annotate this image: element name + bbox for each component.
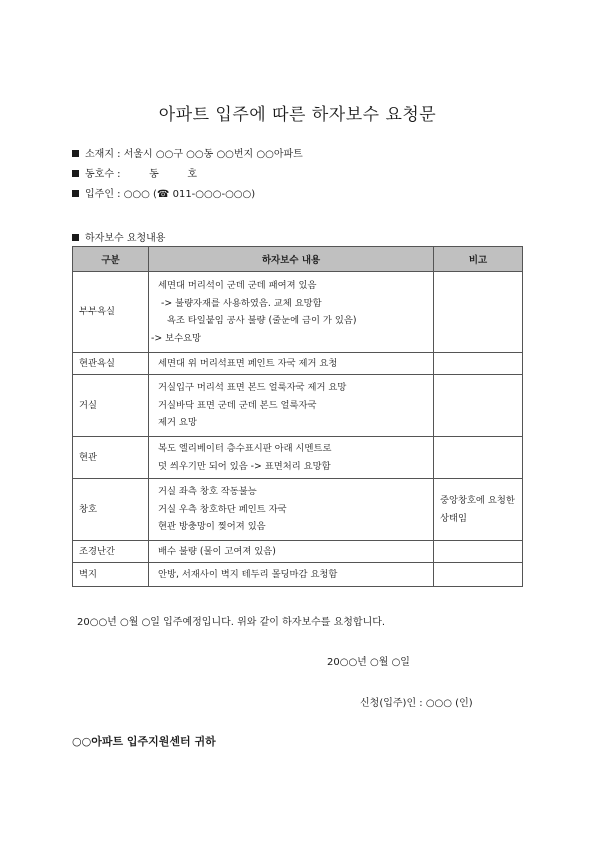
content-line: 제거 요망 [158, 417, 197, 429]
table-row [73, 272, 523, 353]
header-category: 구분 [73, 247, 149, 272]
header-content: 하자보수 내용 [149, 247, 434, 272]
row-category: 부부욕실 [73, 272, 149, 353]
content-line: 욕조 타일붙임 공사 불량 (줄눈에 금이 가 있음) [158, 315, 357, 326]
table-row [73, 353, 523, 375]
unit-line [72, 169, 197, 181]
row-note [434, 563, 523, 587]
content-line: 세면대 위 머리석표면 페인트 자국 제거 요청 [158, 357, 338, 369]
row-content [149, 437, 434, 479]
table-row [73, 563, 523, 587]
bullet-square-icon [72, 170, 79, 177]
row-category: 현관욕실 [73, 353, 149, 375]
row-note: 중앙창호에 요청한 상태임 [434, 479, 523, 541]
content-line: 세면대 머리석이 군데 군데 패여져 있음 [158, 280, 317, 291]
content-line: 안방, 서재사이 벽지 테두리 몰딩마감 요청함 [158, 568, 338, 580]
row-category: 현관 [73, 437, 149, 479]
header-note: 비고 [434, 247, 523, 272]
resident-text: 입주인 : ○○○ (☎ 011-○○○-○○○) [85, 189, 256, 200]
table-header-row [73, 247, 523, 272]
resident-line [72, 189, 255, 201]
signature-date: 20○○년 ○월 ○일 [327, 657, 410, 668]
row-note [434, 437, 523, 479]
row-note [434, 375, 523, 437]
content-line: -> 불량자재를 사용하였음. 교체 요망함 [161, 297, 322, 309]
row-note [434, 541, 523, 563]
address-line [72, 149, 303, 161]
row-content [149, 353, 434, 375]
row-category: 조경난간 [73, 541, 149, 563]
table-row [73, 375, 523, 437]
unit-text: 동호수 : 동 호 [85, 169, 198, 180]
table-row [73, 479, 523, 541]
content-line: 거실 좌측 창호 작동불능 [158, 486, 257, 498]
section-heading [72, 229, 165, 244]
row-content [149, 479, 434, 541]
table-row [73, 437, 523, 479]
row-category: 거실 [73, 375, 149, 437]
recipient-line: ○○아파트 입주지원센터 귀하 [72, 735, 216, 748]
bullet-square-icon [72, 190, 79, 197]
request-statement: 20○○년 ○월 ○일 입주예정입니다. 위와 같이 하자보수를 요청합니다. [77, 617, 386, 628]
content-line: 현관 방충망이 찢어져 있음 [158, 521, 266, 533]
bullet-square-icon [72, 234, 79, 241]
content-line: 거실입구 머리석 표면 본드 얼룩자국 제거 요망 [158, 382, 347, 394]
content-line: 거실바닥 표면 군데 군데 본드 얼룩자국 [158, 399, 317, 411]
applicant-signature: 신청(입주)인 : ○○○ (인) [360, 698, 473, 709]
row-content [149, 272, 434, 353]
defect-table [72, 246, 523, 587]
row-content [149, 563, 434, 587]
address-text: 소재지 : 서울시 ○○구 ○○동 ○○번지 ○○아파트 [85, 149, 303, 160]
document-title: 아파트 입주에 따른 하자보수 요청문 [158, 105, 437, 125]
content-line: 배수 불량 (물이 고여져 있음) [158, 545, 276, 557]
content-line: 덧 씌우기만 되어 있음 -> 표면처리 요망함 [158, 460, 331, 472]
content-line: 복도 엘리베이터 층수표시판 아래 시멘트로 [158, 443, 332, 454]
row-content [149, 541, 434, 563]
row-category: 창호 [73, 479, 149, 541]
bullet-square-icon [72, 150, 79, 157]
table-row [73, 541, 523, 563]
row-note [434, 272, 523, 353]
row-content [149, 375, 434, 437]
row-category: 벽지 [73, 563, 149, 587]
content-line: -> 보수요망 [151, 332, 202, 344]
content-line: 거실 우측 창호하단 페인트 자국 [158, 503, 287, 515]
row-note [434, 353, 523, 375]
section-title: 하자보수 요청내용 [85, 233, 166, 244]
